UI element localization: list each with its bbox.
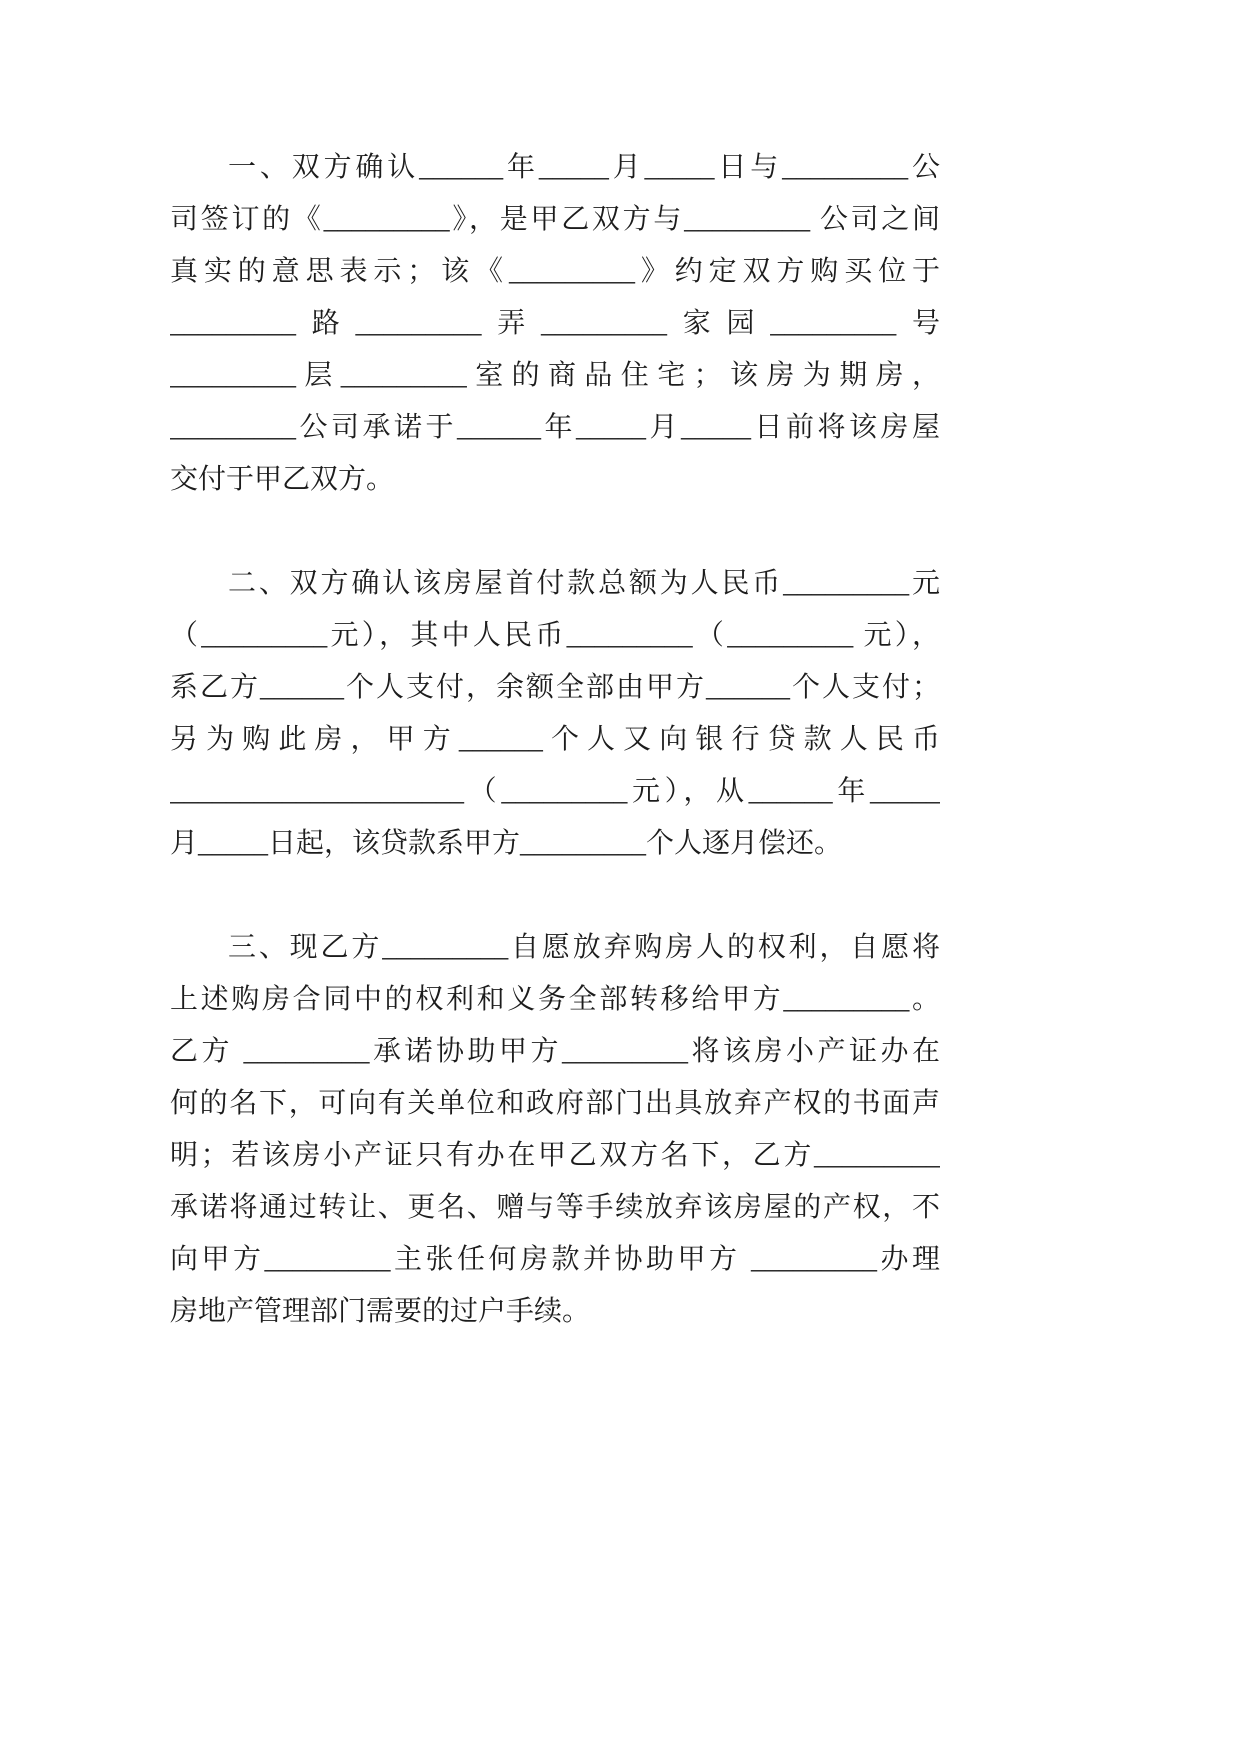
clause-line: 三、现乙方_________自愿放弃购房人的权利，自愿将 [228, 932, 940, 963]
clause-line: 明；若该房小产证只有办在甲乙双方名下，乙方_________ [170, 1140, 940, 1171]
clause-line: 交付于甲乙双方。 [170, 464, 395, 495]
clause-line: _________公司承诺于______年_____月_____日前将该房屋 [170, 412, 940, 443]
clause-2 [170, 558, 940, 870]
clause-3 [170, 922, 940, 1338]
clause-line: 向甲方_________主张任何房款并协助甲方 _________办理 [170, 1244, 940, 1275]
clause-line: 二、双方确认该房屋首付款总额为人民币_________元 [228, 568, 940, 599]
clause-line: _________层_________室的商品住宅；该房为期房， [170, 360, 940, 391]
clause-line: 乙方 _________承诺协助甲方_________将该房小产证办在 [170, 1036, 940, 1067]
clause-line: （_________元），其中人民币_________（_________ 元）， [170, 620, 940, 651]
clause-line: 真实的意思表示；该《_________》约定双方购买位于 [170, 256, 940, 287]
clause-line: _________路_________弄_________家园_________号 [170, 308, 940, 339]
clause-line: 司签订的《_________》，是甲乙双方与_________ 公司之间 [170, 204, 940, 235]
document-body [170, 142, 940, 1390]
clause-line: 何的名下，可向有关单位和政府部门出具放弃产权的书面声 [170, 1088, 940, 1119]
clause-line: _____________________（_________元），从______年_____ [170, 776, 940, 807]
clause-line: 上述购房合同中的权利和义务全部转移给甲方_________。 [170, 984, 940, 1015]
clause-line: 一、双方确认______年_____月_____日与_________公 [228, 152, 940, 183]
clause-line: 房地产管理部门需要的过户手续。 [170, 1296, 591, 1327]
clause-line: 系乙方______个人支付，余额全部由甲方______个人支付； [170, 672, 940, 703]
clause-line: 另为购此房，甲方______个人又向银行贷款人民币 [170, 724, 940, 755]
clause-1 [170, 142, 940, 506]
clause-line: 月_____日起，该贷款系甲方_________个人逐月偿还。 [170, 828, 843, 859]
clause-line: 承诺将通过转让、更名、赠与等手续放弃该房屋的产权，不 [170, 1192, 940, 1223]
